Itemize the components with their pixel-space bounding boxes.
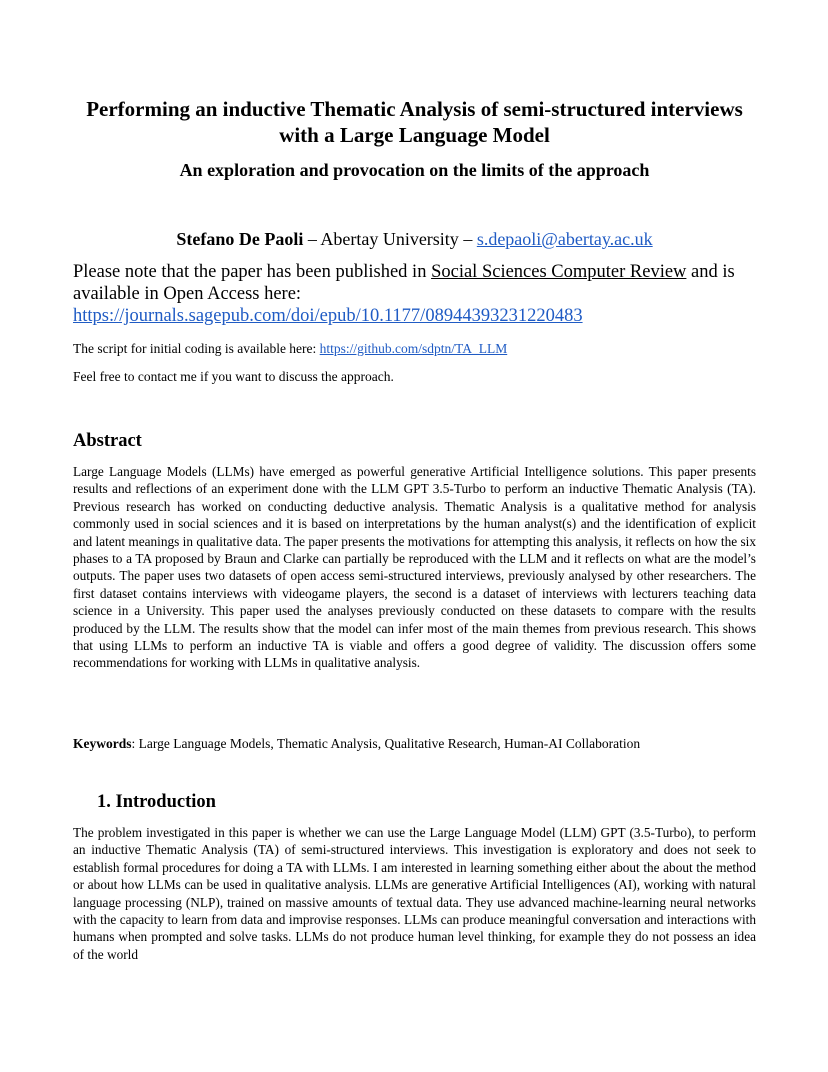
paper-subtitle: An exploration and provocation on the limits of the approach: [179, 160, 650, 180]
author-separator: –: [303, 229, 321, 249]
publication-note: [73, 261, 756, 327]
author-affiliation: Abertay University: [320, 229, 459, 249]
publication-note-suffix: and is available in Open Access here:: [73, 262, 735, 304]
author-email-link[interactable]: s.depaoli@abertay.ac.uk: [476, 229, 653, 249]
paper-title: Performing an inductive Thematic Analysis of semi-structured interviews with a Large Language Model: [86, 97, 743, 147]
abstract-text: Large Language Models (LLMs) have emerged as powerful generative Artificial Intelligence solutions. This paper presents results and reflections of an experiment done with the LLM GPT 3.5-Turbo to perform an inductive Thematic Analysis (TA). Previous research has worked on conducting deductive analysis. Thematic Analysis is a qualitative method for analysis commonly used in social sciences and it is based on interpretations by the human analyst(s) and the identification of explicit and latent meanings in qualitative data. The paper presents the motivations for attempting this analysis, it reflects on how the six phases to a TA proposed by Braun and Clarke can partially be reproduced with the LLM and it reflects on what are the model’s outputs. The paper uses two datasets of open access semi-structured interviews, previously analysed by other researchers. The first dataset contains interviews with videogame players, the second is a dataset of interviews with lecturers teaching data science in a University. This paper used the analyses previously conducted on these datasets to compare with the results produced by the LLM. The results show that the model can infer most of the main themes from previous research. This shows that using LLMs to perform an inductive TA is viable and offers a good degree of validity. The discussion offers some recommendations for working with LLMs in qualitative analysis.: [73, 464, 756, 671]
keywords-label: Keywords: [73, 736, 132, 751]
author-line: [73, 227, 756, 251]
script-note-prefix: The script for initial coding is available here:: [73, 341, 320, 356]
publication-doi-link[interactable]: https://journals.sagepub.com/doi/epub/10.1177/08944393231220483: [73, 306, 583, 326]
author-separator: –: [458, 229, 477, 249]
contact-note: Feel free to contact me if you want to discuss the approach.: [73, 369, 394, 384]
introduction-heading: 1. Introduction: [97, 792, 216, 812]
abstract-heading: Abstract: [73, 431, 142, 451]
github-link[interactable]: https://github.com/sdptn/TA_LLM: [319, 341, 508, 356]
introduction-text: The problem investigated in this paper is whether we can use the Large Language Model (LLM) GPT (3.5-Turbo), to perform an inductive Thematic Analysis (TA) of semi-structured interviews. This investigation is exploratory and does not seek to establish formal procedures for doing a TA with LLMs. I am interested in learning something either about the about the method or about how LLMs can be used in qualitative analysis. LLMs are generative Artificial Intelligences (AI), working with natural language processing (NLP), trained on massive amounts of textual data. They use advanced machine-learning neural networks with the capacity to learn from data and improvise responses. LLMs can produce meaningful conversation and interactions with humans when prompted and solve tasks. LLMs do not produce human level thinking, for example they do not possess an idea of the world: [73, 825, 756, 962]
script-note: [73, 340, 756, 358]
journal-name: Social Sciences Computer Review: [431, 262, 687, 282]
author-name: Stefano De Paoli: [176, 229, 304, 249]
publication-note-prefix: Please note that the paper has been published in: [73, 262, 432, 282]
keywords-text: : Large Language Models, Thematic Analysis, Qualitative Research, Human-AI Collaboration: [131, 736, 641, 751]
keywords-line: [73, 735, 756, 753]
